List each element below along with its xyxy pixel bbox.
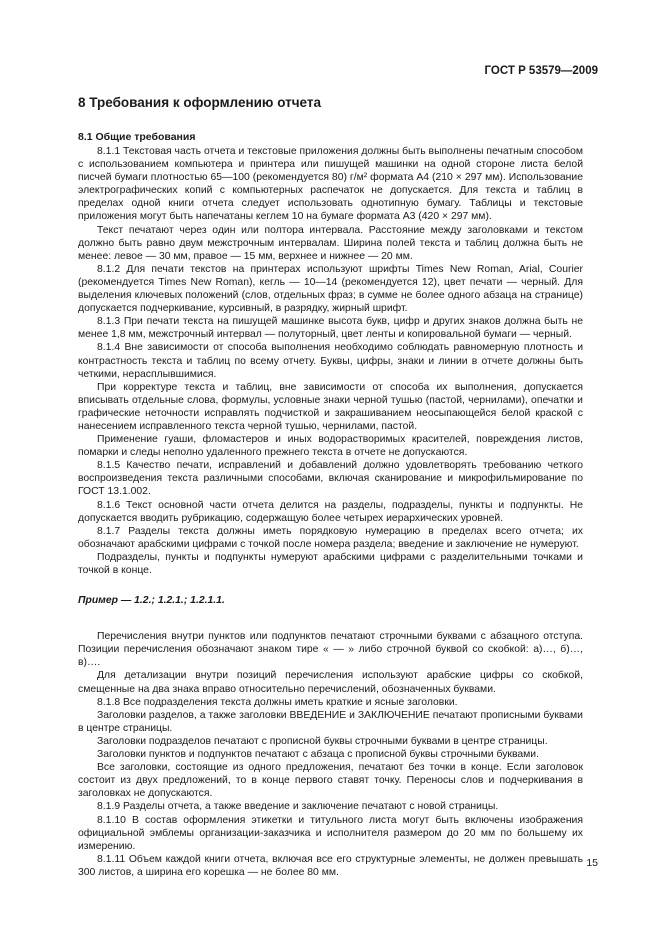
subsection-title: 8.1 Общие требования — [78, 131, 196, 143]
page-number: 15 — [586, 857, 598, 869]
paragraph-line-spacing: Текст печатают через один или полтора интервала. Расстояние между заголовками и текстом должно быть равно двум межстрочным интервалам. Ширина полей текста и таблиц должна быть не менее: левое — 30 мм, правое — 15 мм, верхнее и нижнее — 20 мм. — [78, 224, 583, 262]
section-title: 8 Требования к оформлению отчета — [78, 95, 321, 110]
paragraph-subsection-numbering: Подразделы, пункты и подпункты нумеруют арабскими цифрами с разделительными точками и точкой в конце. — [78, 551, 583, 576]
paragraph-8-1-4: 8.1.4 Вне зависимости от способа выполнения необходимо соблюдать равномерную плотность и контрастность текста и таблиц по всему отчету. Буквы, цифры, знаки и линии в отчете должны быть четкими, нерасплывшимися. — [78, 342, 583, 380]
paragraph-8-1-3: 8.1.3 При печати текста на пишущей машинке высота букв, цифр и других знаков должна быть не менее 1,8 мм, межстрочный интервал — полуторный, цвет ленты и копировальной бумаги — черный. — [78, 316, 583, 341]
paragraph-gouache: Применение гуаши, фломастеров и иных водорастворимых красителей, повреждения листов, помарки и следы неполно удаленного прежнего текста в отчете не допускаются. — [78, 434, 583, 459]
paragraph-8-1-8: 8.1.8 Все подразделения текста должны иметь краткие и ясные заголовки. — [97, 696, 458, 708]
paragraph-heading-punctuation: Все заголовки, состоящие из одного предложения, печатают без точки в конце. Если заголовок состоит из двух предложений, то в конце первого ставят точку. Переносы слов и подчеркивания в заголовках не допускаются. — [78, 762, 583, 800]
paragraph-detail-enumerations: Для детализации внутри позиций перечисления используют арабские цифры со скобкой, смещенные на два знака вправо относительно перечислений, обозначенных буквами. — [78, 670, 583, 695]
paragraph-8-1-11: 8.1.11 Объем каждой книги отчета, включая все его структурные элементы, не должен превышать 300 листов, а ширина его корешка — не более 80 мм. — [78, 853, 583, 878]
paragraph-point-headings: Заголовки пунктов и подпунктов печатают с абзаца с прописной буквы строчными буквами. — [97, 749, 539, 761]
paragraph-8-1-10: 8.1.10 В состав оформления этикетки и титульного листа могут быть включены изображения официальной эмблемы организации-заказчика и исполнителя размером до 20 мм по большему их измерению. — [78, 814, 583, 852]
paragraph-8-1-7: 8.1.7 Разделы текста должны иметь порядковую нумерацию в пределах всего отчета; их обозначают арабскими цифрами с точкой после номера раздела; введение и заключение не нумеруют. — [78, 525, 583, 550]
paragraph-subsection-headings: Заголовки подразделов печатают с прописной буквы строчными буквами в центре страницы. — [97, 735, 548, 747]
paragraph-corrections: При корректуре текста и таблиц, вне зависимости от способа их выполнения, допускается вписывать отдельные слова, формулы, условные знаки черной тушью (пастой, чернилами), опечатки и графические неточности исправлять подчисткой и закрашиванием неосыпающейся белой краской с нанесением исправленного текста черной тушью, чернилами, пастой. — [78, 381, 583, 432]
paragraph-8-1-6: 8.1.6 Текст основной части отчета делится на разделы, подразделы, пункты и подпункты. Не допускается вводить рубрикацию, содержащую более четырех иерархических уровней. — [78, 499, 583, 524]
example-line: Пример — 1.2.; 1.2.1.; 1.2.1.1. — [78, 595, 225, 607]
paragraph-8-1-1: 8.1.1 Текстовая часть отчета и текстовые приложения должны быть выполнены печатным способом с использованием компьютера и принтера или пишущей машинки на одной стороне листа белой писчей бумаги плотностью 65—100 (рекомендуется 80) г/м² формата А4 (210 × 297 мм). Использование электрографических копий с компьютерных распечаток не допускается. Для текста и таблиц в пределах одной книги отчета следует использовать однотипную бумагу. Таблицы и текстовые приложения могут быть напечатаны кеглем 10 на бумаге формата А3 (420 × 297 мм). — [78, 146, 583, 223]
paragraph-8-1-2: 8.1.2 Для печати текстов на принтерах используют шрифты Times New Roman, Arial, Courier (рекомендуется Times New Roman), кегль — 10—14 (рекомендуется 12), цвет печати — черный. Для выделения ключевых положений (слов, отдельных фраз; в сумме не более одного абзаца на странице) допускается подчеркивание, курсивный, в разрядку, жирный шрифт. — [78, 263, 583, 315]
document-code: ГОСТ Р 53579—2009 — [484, 65, 598, 77]
document-body — [78, 145, 583, 879]
paragraph-8-1-5: 8.1.5 Качество печати, исправлений и добавлений должно удовлетворять требованию четкого воспроизведения текста различными способами, включая сканирование и микрофильмирование по ГОСТ 13.1.002. — [78, 460, 583, 498]
paragraph-enumerations: Перечисления внутри пунктов или подпунктов печатают строчными буквами с абзацного отступа. Позиции перечисления обозначают знаком тире « — » либо строчной буквой со скобкой: а)…, б)…, в)…. — [78, 631, 583, 669]
paragraph-section-headings: Заголовки разделов, а также заголовки ВВЕДЕНИЕ и ЗАКЛЮЧЕНИЕ печатают прописными буквами в центре страницы. — [78, 709, 583, 734]
paragraph-8-1-9: 8.1.9 Разделы отчета, а также введение и заключение печатают с новой страницы. — [97, 801, 499, 813]
